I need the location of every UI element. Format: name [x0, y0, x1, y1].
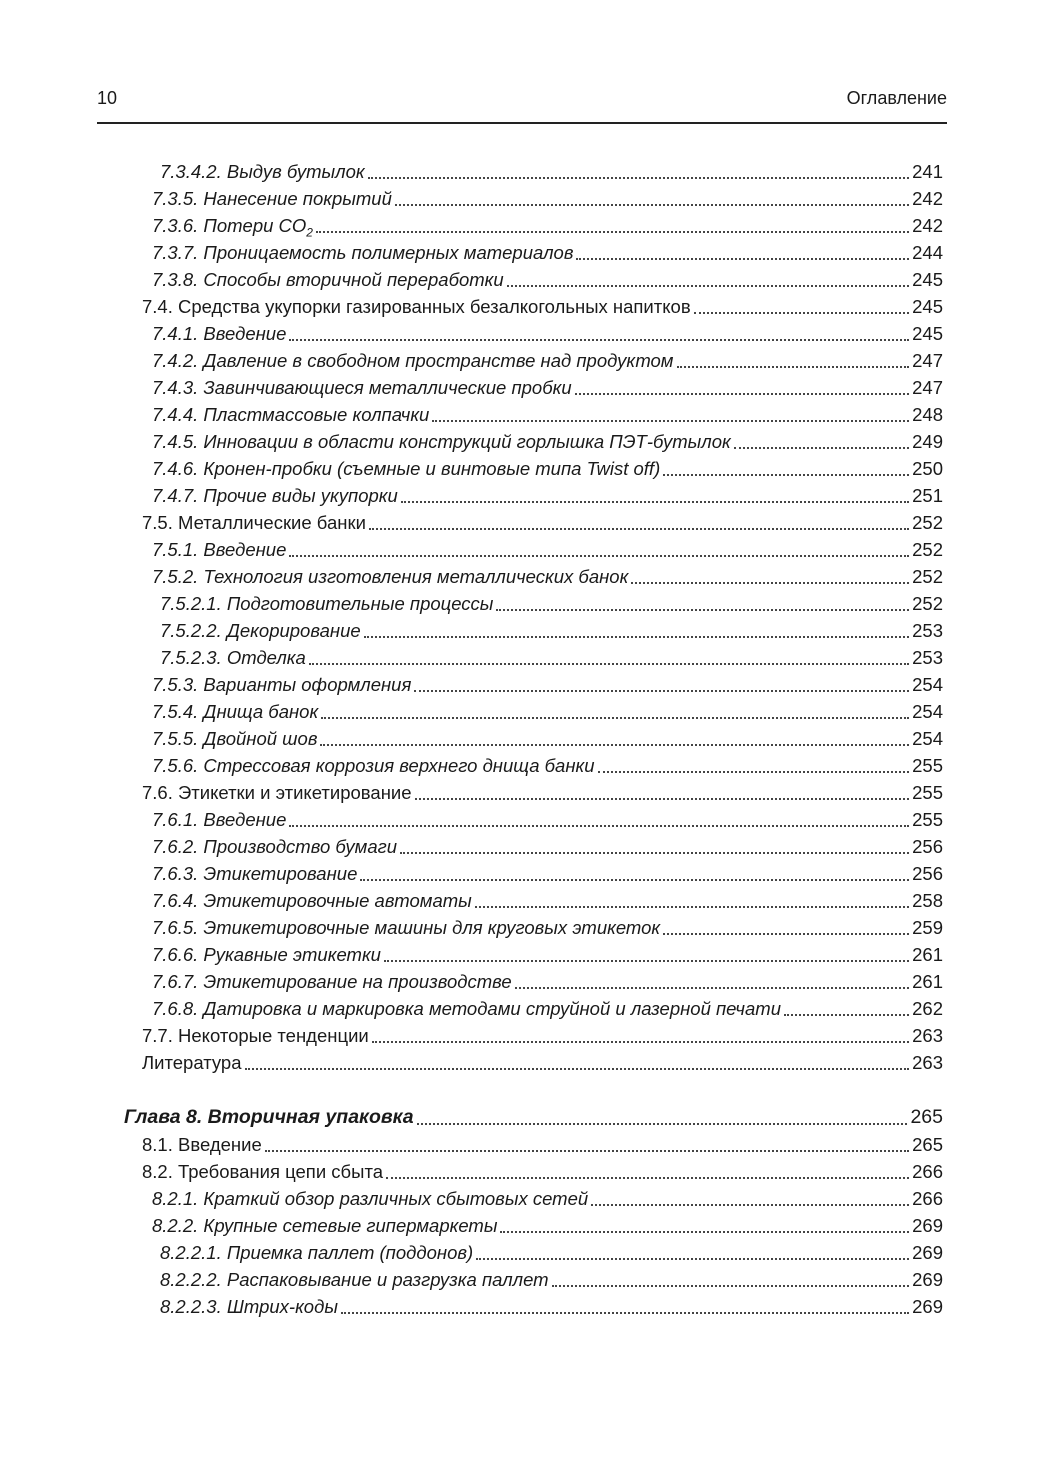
toc-entry-title-text: 7.5.3. Варианты оформления: [152, 674, 412, 695]
toc-entry-page: 259: [912, 917, 943, 938]
toc-entry-title: [152, 1185, 591, 1212]
toc-entry-page: 261: [912, 971, 943, 992]
toc-entry-title: [152, 860, 360, 887]
table-of-contents: [0, 158, 1048, 1320]
dot-leader: [500, 1231, 909, 1233]
toc-entry[interactable]: [0, 536, 943, 563]
toc-entry-title-text: 8.2.1. Краткий обзор различных сбытовых сетей: [152, 1188, 589, 1209]
toc-entry-page: 251: [912, 485, 943, 506]
toc-entry-page: 254: [912, 674, 943, 695]
toc-entry-page: 263: [912, 1025, 943, 1046]
toc-entry-title: [152, 941, 384, 968]
dot-leader: [401, 501, 909, 503]
toc-entry-page: 254: [912, 728, 943, 749]
toc-entry-title-text: 7.4.5. Инновации в области конструкций горлышка ПЭТ-бутылок: [152, 431, 731, 452]
toc-entry[interactable]: [0, 941, 943, 968]
toc-entry-title-text: 7.5.6. Стрессовая коррозия верхнего днища банки: [152, 755, 595, 776]
toc-entry-title: [152, 671, 414, 698]
toc-entry-page: 250: [912, 458, 943, 479]
toc-entry[interactable]: [0, 509, 943, 536]
dot-leader: [591, 1204, 909, 1206]
toc-entry-title: [152, 968, 515, 995]
toc-entry-title: [152, 698, 321, 725]
toc-entry-title-text: 7.3.6. Потери CO: [152, 215, 307, 236]
toc-entry-title-text: 7.3.7. Проницаемость полимерных материалов: [152, 242, 574, 263]
dot-leader: [631, 582, 909, 584]
toc-entry-title: [152, 401, 432, 428]
dot-leader: [360, 879, 909, 881]
toc-entry-title-text: 8.2.2.2. Распаковывание и разгрузка паллет: [160, 1269, 549, 1290]
toc-entry-page: 256: [912, 836, 943, 857]
running-header: [97, 88, 947, 124]
toc-entry-title-text: 8.1. Введение: [142, 1134, 262, 1155]
dot-leader: [321, 717, 909, 719]
toc-entry[interactable]: [0, 860, 943, 887]
toc-entry-title: [152, 995, 784, 1022]
toc-entry-page: 255: [912, 809, 943, 830]
toc-entry-title-text: 7.6.5. Этикетировочные машины для круговых этикеток: [152, 917, 661, 938]
toc-entry[interactable]: [0, 1049, 943, 1076]
toc-entry[interactable]: [0, 590, 943, 617]
toc-entry[interactable]: [0, 482, 943, 509]
toc-entry-title: [160, 1293, 341, 1320]
toc-entry-page: 254: [912, 701, 943, 722]
toc-entry-title: [152, 455, 663, 482]
toc-entry-title-text: 7.4.3. Завинчивающиеся металлические пробки: [152, 377, 572, 398]
toc-entry-title-text: 7.6. Этикетки и этикетирование: [142, 782, 412, 803]
dot-leader: [694, 312, 909, 314]
dot-leader: [432, 420, 909, 422]
toc-entry[interactable]: [0, 293, 943, 320]
toc-entry-title-text: Глава 8. Вторичная упаковка: [124, 1106, 414, 1128]
toc-entry-title-text: 7.3.4.2. Выдув бутылок: [160, 161, 365, 182]
toc-entry-page: 252: [912, 566, 943, 587]
toc-entry-title-text: 7.4.2. Давление в свободном пространстве над продуктом: [152, 350, 674, 371]
dot-leader: [386, 1177, 909, 1179]
toc-entry[interactable]: [0, 563, 943, 590]
toc-entry-page: 242: [912, 188, 943, 209]
toc-entry[interactable]: [0, 1266, 943, 1293]
toc-entry-title: [160, 158, 368, 185]
dot-leader: [265, 1150, 909, 1152]
toc-entry-title: [160, 1266, 552, 1293]
toc-entry[interactable]: [0, 752, 943, 779]
toc-entry-page: 247: [912, 350, 943, 371]
dot-leader: [245, 1068, 910, 1070]
toc-entry-title-text: 7.3.5. Нанесение покрытий: [152, 188, 392, 209]
toc-entry[interactable]: [0, 185, 943, 212]
toc-entry[interactable]: [0, 374, 943, 401]
toc-entry-title: [160, 644, 309, 671]
dot-leader: [320, 744, 909, 746]
toc-entry-title-text: 7.4. Средства укупорки газированных безалкогольных напитков: [142, 296, 691, 317]
page-number: 10: [97, 88, 118, 108]
toc-entry-title: [160, 617, 364, 644]
toc-entry[interactable]: [0, 887, 943, 914]
toc-entry-title: [152, 833, 400, 860]
toc-entry[interactable]: [0, 914, 943, 941]
toc-entry-title: [152, 536, 289, 563]
spacer: [0, 1076, 1048, 1104]
toc-entry[interactable]: [0, 1212, 943, 1239]
toc-entry-title-text: 8.2.2.1. Приемка паллет (поддонов): [160, 1242, 474, 1263]
toc-entry-title: [152, 347, 677, 374]
dot-leader: [598, 771, 910, 773]
toc-entry[interactable]: [0, 1104, 943, 1131]
toc-entry-title: [124, 1104, 417, 1131]
toc-entry-page: 263: [912, 1052, 943, 1073]
dot-leader: [384, 960, 909, 962]
toc-entry-title: [152, 887, 475, 914]
dot-leader: [364, 636, 909, 638]
toc-entry-page: 245: [912, 323, 943, 344]
toc-entry[interactable]: [0, 1022, 943, 1049]
dot-leader: [663, 933, 909, 935]
toc-entry-title-text: Литература: [142, 1052, 242, 1073]
toc-entry[interactable]: [0, 1239, 943, 1266]
toc-entry[interactable]: [0, 995, 943, 1022]
toc-entry-title: [152, 914, 663, 941]
toc-entry[interactable]: [0, 212, 943, 239]
toc-entry-page: 248: [912, 404, 943, 425]
toc-entry-title-text: 7.5.2.1. Подготовительные процессы: [160, 593, 494, 614]
toc-entry-page: 265: [910, 1106, 943, 1128]
toc-entry-title: [152, 428, 734, 455]
toc-entry-title: [152, 266, 507, 293]
toc-entry-title: [142, 293, 694, 320]
toc-entry-page: 253: [912, 647, 943, 668]
toc-entry-page: 269: [912, 1269, 943, 1290]
toc-entry-title: [152, 482, 401, 509]
dot-leader: [496, 609, 909, 611]
dot-leader: [395, 204, 909, 206]
toc-entry-page: 252: [912, 593, 943, 614]
toc-entry-title: [152, 1212, 500, 1239]
toc-entry-title-text: 7.6.1. Введение: [152, 809, 287, 830]
toc-entry-page: 245: [912, 296, 943, 317]
toc-entry[interactable]: [0, 833, 943, 860]
toc-entry[interactable]: [0, 1131, 943, 1158]
toc-entry[interactable]: [0, 158, 943, 185]
dot-leader: [400, 852, 909, 854]
toc-entry-title: [152, 239, 576, 266]
toc-entry-page: 241: [912, 161, 943, 182]
dot-leader: [289, 339, 909, 341]
toc-entry[interactable]: [0, 1158, 943, 1185]
dot-leader: [784, 1014, 909, 1016]
toc-entry-title: [142, 779, 415, 806]
toc-entry-title: [152, 725, 320, 752]
toc-entry-title: [152, 212, 316, 239]
toc-entry-page: 266: [912, 1161, 943, 1182]
dot-leader: [316, 231, 909, 233]
toc-entry-title-text: 7.6.2. Производство бумаги: [152, 836, 398, 857]
toc-entry-page: 262: [912, 998, 943, 1019]
toc-entry-page: 255: [912, 782, 943, 803]
toc-entry-title: [152, 320, 289, 347]
dot-leader: [734, 447, 909, 449]
toc-entry[interactable]: [0, 428, 943, 455]
dot-leader: [663, 474, 909, 476]
toc-entry[interactable]: [0, 455, 943, 482]
toc-entry-title-text: 7.6.3. Этикетирование: [152, 863, 358, 884]
toc-entry-title: [152, 806, 289, 833]
toc-entry[interactable]: [0, 806, 943, 833]
toc-entry-title-text: 7.5.5. Двойной шов: [152, 728, 318, 749]
toc-entry[interactable]: [0, 671, 943, 698]
toc-entry-title-text: 7.5.2.3. Отделка: [160, 647, 306, 668]
toc-entry-page: 265: [912, 1134, 943, 1155]
toc-entry-title-text: 7.4.6. Кронен-пробки (съемные и винтовые типа Twist off): [152, 458, 661, 479]
toc-entry-title: [160, 590, 496, 617]
toc-entry[interactable]: [0, 239, 943, 266]
toc-entry[interactable]: [0, 347, 943, 374]
toc-entry-page: 242: [912, 215, 943, 236]
toc-entry[interactable]: [0, 779, 943, 806]
toc-entry-page: 249: [912, 431, 943, 452]
dot-leader: [576, 258, 909, 260]
toc-entry-title-text: 8.2.2. Крупные сетевые гипермаркеты: [152, 1215, 498, 1236]
toc-entry[interactable]: [0, 617, 943, 644]
toc-entry[interactable]: [0, 266, 943, 293]
toc-entry-title: [142, 509, 369, 536]
toc-entry-page: 269: [912, 1215, 943, 1236]
toc-entry-title-text: 7.6.6. Рукавные этикетки: [152, 944, 381, 965]
toc-entry-title-text: 7.5.4. Днища банок: [152, 701, 319, 722]
toc-entry-title: [152, 185, 395, 212]
toc-entry[interactable]: [0, 968, 943, 995]
toc-entry-title-text: 7.6.7. Этикетирование на производстве: [152, 971, 512, 992]
toc-entry[interactable]: [0, 725, 943, 752]
toc-entry-page: 269: [912, 1242, 943, 1263]
toc-entry-title: [152, 374, 575, 401]
section-title: Оглавление: [846, 88, 947, 108]
dot-leader: [475, 906, 909, 908]
toc-entry-page: 244: [912, 242, 943, 263]
toc-entry-title-text: 7.3.8. Способы вторичной переработки: [152, 269, 504, 290]
toc-entry-title: [142, 1158, 386, 1185]
dot-leader: [289, 825, 909, 827]
toc-entry-title-text: 7.5.1. Введение: [152, 539, 287, 560]
dot-leader: [372, 1041, 909, 1043]
toc-entry-page: 247: [912, 377, 943, 398]
toc-entry[interactable]: [0, 1293, 943, 1320]
toc-entry-title-text: 7.5. Металлические банки: [142, 512, 366, 533]
toc-entry-title-text: 7.5.2.2. Декорирование: [160, 620, 361, 641]
toc-entry-title: [142, 1131, 265, 1158]
dot-leader: [552, 1285, 910, 1287]
toc-entry-page: 261: [912, 944, 943, 965]
toc-entry-title-text: 7.4.4. Пластмассовые колпачки: [152, 404, 430, 425]
toc-entry-page: 266: [912, 1188, 943, 1209]
dot-leader: [309, 663, 909, 665]
toc-entry-page: 269: [912, 1296, 943, 1317]
dot-leader: [415, 798, 910, 800]
dot-leader: [677, 366, 910, 368]
toc-entry-page: 245: [912, 269, 943, 290]
toc-entry-page: 252: [912, 539, 943, 560]
subscript: 2: [306, 225, 313, 240]
toc-entry[interactable]: [0, 1185, 943, 1212]
toc-entry-title-text: 7.5.2. Технология изготовления металлических банок: [152, 566, 629, 587]
dot-leader: [417, 1123, 908, 1125]
dot-leader: [369, 528, 909, 530]
toc-entry[interactable]: [0, 644, 943, 671]
dot-leader: [515, 987, 909, 989]
toc-entry-title: [160, 1239, 476, 1266]
dot-leader: [575, 393, 909, 395]
toc-entry-title: [152, 752, 598, 779]
toc-entry-title-text: 7.4.1. Введение: [152, 323, 287, 344]
toc-entry-title: [142, 1049, 245, 1076]
dot-leader: [476, 1258, 909, 1260]
toc-entry-title-text: 7.6.8. Датировка и маркировка методами струйной и лазерной печати: [152, 998, 781, 1019]
dot-leader: [368, 177, 910, 179]
toc-entry-title-text: 8.2.2.3. Штрих-коды: [160, 1296, 338, 1317]
toc-entry[interactable]: [0, 401, 943, 428]
toc-entry-page: 256: [912, 863, 943, 884]
toc-entry-page: 255: [912, 755, 943, 776]
toc-entry-title: [142, 1022, 372, 1049]
toc-entry[interactable]: [0, 320, 943, 347]
toc-entry-page: 258: [912, 890, 943, 911]
toc-entry-page: 252: [912, 512, 943, 533]
dot-leader: [341, 1312, 909, 1314]
dot-leader: [507, 285, 909, 287]
toc-entry-title-text: 8.2. Требования цепи сбыта: [142, 1161, 383, 1182]
toc-entry-title-text: 7.4.7. Прочие виды укупорки: [152, 485, 398, 506]
dot-leader: [289, 555, 909, 557]
toc-entry-title: [152, 563, 631, 590]
toc-entry-title-text: 7.6.4. Этикетировочные автоматы: [152, 890, 472, 911]
dot-leader: [414, 690, 909, 692]
toc-entry-page: 253: [912, 620, 943, 641]
toc-entry[interactable]: [0, 698, 943, 725]
toc-entry-title-text: 7.7. Некоторые тенденции: [142, 1025, 369, 1046]
